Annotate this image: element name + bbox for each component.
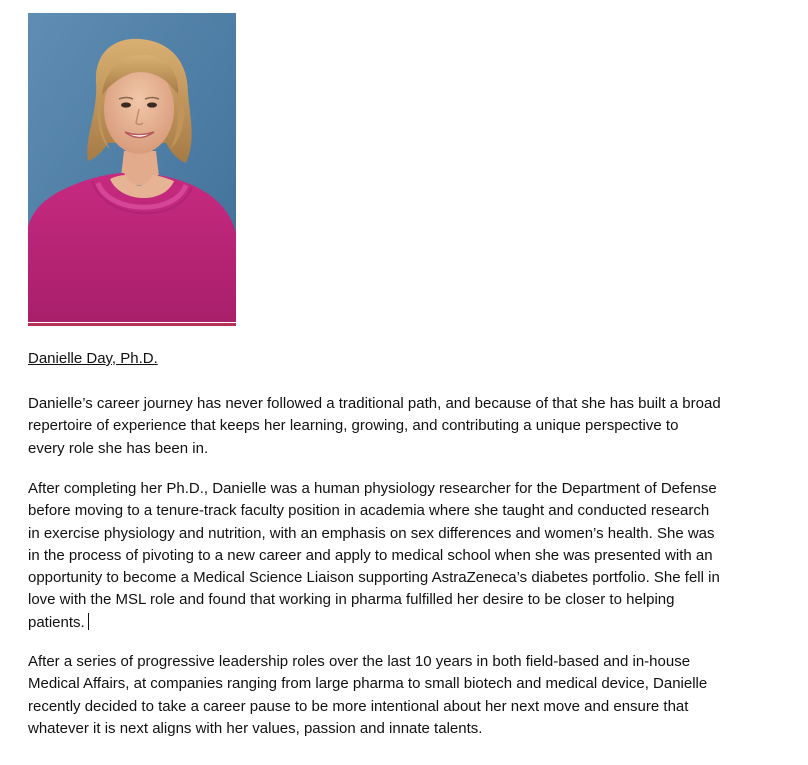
- bio-line: whatever it is next aligns with her values, passion and innate talents.: [28, 719, 483, 737]
- bio-line-text: patients.: [28, 613, 85, 631]
- bio-paragraph-1: [28, 393, 788, 460]
- bio-line: repertoire of experience that keeps her learning, growing, and contributing a unique perspective to: [28, 417, 679, 435]
- bio-paragraph-2: [28, 478, 788, 634]
- bio-line: in the process of pivoting to a new career and apply to medical school when she was presented with an: [28, 546, 713, 564]
- photo-underline-rule: [28, 323, 236, 326]
- profile-name: Danielle Day, Ph.D.: [28, 350, 158, 367]
- bio-line: before moving to a tenure-track faculty position in academia where she taught and conducted research: [28, 502, 710, 520]
- profile-photo: [28, 13, 236, 322]
- profile-photo-frame: [28, 13, 236, 328]
- bio-line: love with the MSL role and found that working in pharma fulfilled her desire to be closer to helping: [28, 591, 675, 609]
- bio-line: recently decided to take a career pause to be more intentional about her next move and ensure that: [28, 697, 689, 715]
- bio-line: in exercise physiology and nutrition, with an emphasis on sex differences and women’s health. She was: [28, 524, 715, 542]
- bio-line: Danielle’s career journey has never followed a traditional path, and because of that she has built a broad: [28, 395, 721, 412]
- bio-line: opportunity to become a Medical Science Liaison supporting AstraZeneca’s diabetes portfolio. She fell in: [28, 569, 720, 587]
- bio-line: Medical Affairs, at companies ranging from large pharma to small biotech and medical device, Danielle: [28, 675, 708, 693]
- bio-paragraph-3: [28, 651, 788, 740]
- bio-line: every role she has been in.: [28, 439, 209, 457]
- text-cursor: [88, 613, 89, 630]
- bio-line: After a series of progressive leadership roles over the last 10 years in both field-based and in-house: [28, 653, 691, 670]
- bio-line: After completing her Ph.D., Danielle was a human physiology researcher for the Department of Defense: [28, 480, 717, 497]
- bio-line-last: [28, 612, 788, 634]
